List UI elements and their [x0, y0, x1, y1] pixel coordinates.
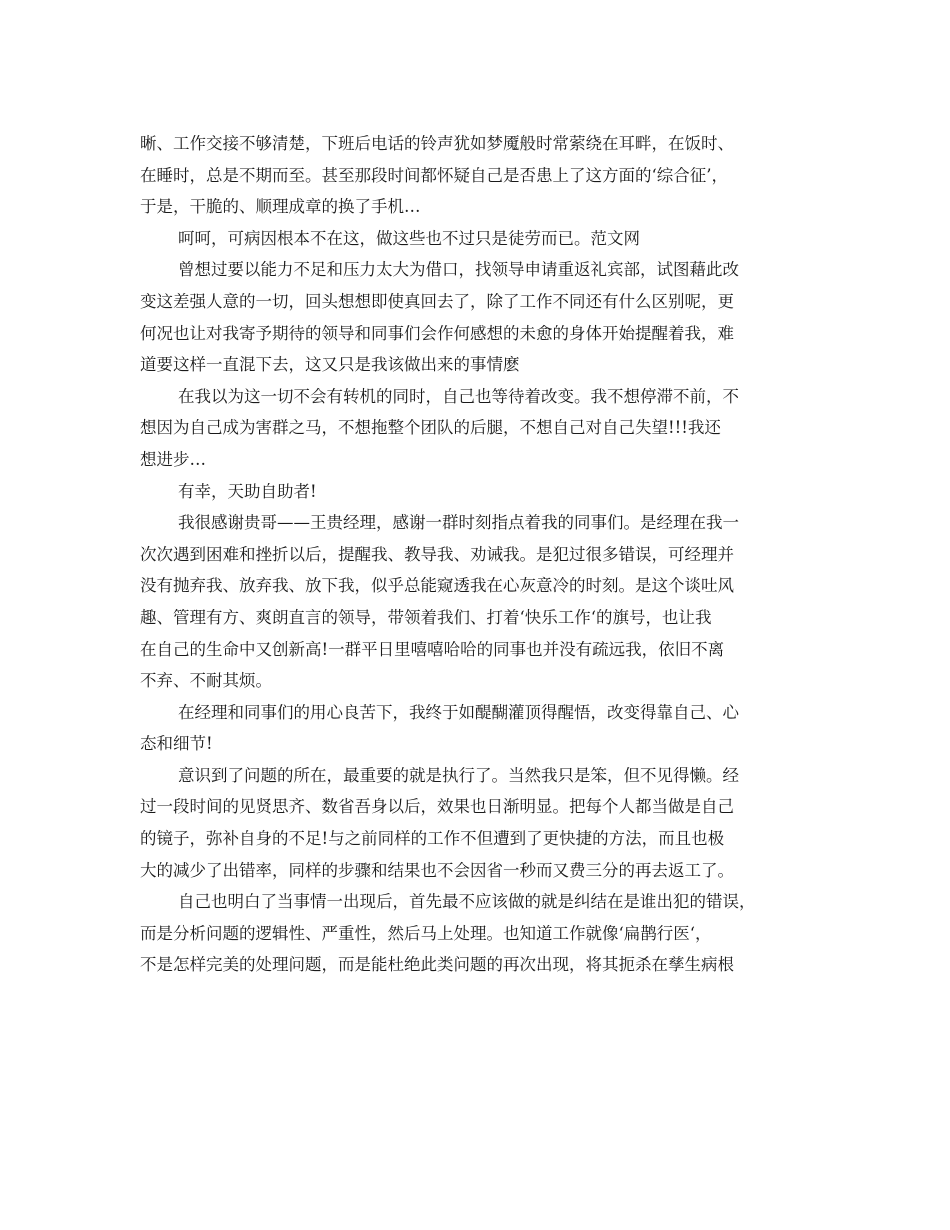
document-body	[140, 128, 820, 981]
text-line: 呵呵，可病因根本不在这，做这些也不过只是徒劳而已。范文网	[178, 228, 640, 248]
text-line: 没有抛弃我、放弃我、放下我，似乎总能窥透我在心灰意冷的时刻。是这个谈吐风	[140, 576, 734, 596]
text-line: 过一段时间的见贤思齐、数省吾身以后，效果也日渐明显。把每个人都当做是自己	[140, 797, 734, 817]
text-line: 次次遇到困难和挫折以后，提醒我、教导我、劝诫我。是犯过很多错误，可经理并	[140, 544, 734, 564]
text-line: 何况也让对我寄予期待的领导和同事们会作何感想的未愈的身体开始提醒着我，难	[140, 323, 734, 343]
text-line: 在我以为这一切不会有转机的同时，自己也等待着改变。我不想停滞不前，不	[178, 386, 739, 406]
text-line: 变这差强人意的一切，回头想想即使真回去了，除了工作不同还有什么区别呢，更	[140, 291, 734, 311]
text-line: 道要这样一直混下去，这又只是我该做出来的事情麽	[140, 355, 520, 375]
text-line: 在睡时，总是不期而至。甚至那段时间都怀疑自己是否患上了这方面的‘综合征’，	[140, 165, 728, 185]
text-line: 态和细节!	[140, 734, 213, 754]
text-line: 不弃、不耐其烦。	[140, 671, 272, 691]
text-line: 想进步…	[140, 449, 206, 469]
text-line: 趣、管理有方、爽朗直言的领导，带领着我们、打着‘快乐工作‘的旗号，也让我	[140, 607, 712, 627]
text-line: 有幸，天助自助者!	[178, 481, 317, 501]
text-line: 曾想过要以能力不足和压力太大为借口，找领导申请重返礼宾部，试图藉此改	[178, 260, 739, 280]
text-line: 的镜子，弥补自身的不足!与之前同样的工作不但遭到了更快捷的方法，而且也极	[140, 829, 725, 849]
text-line: 在经理和同事们的用心良苦下，我终于如醍醐灌顶得醒悟，改变得靠自己、心	[178, 702, 739, 722]
text-line: 不是怎样完美的处理问题，而是能杜绝此类问题的再次出现，将其扼杀在孳生病根	[140, 955, 734, 975]
text-line: 大的减少了出错率，同样的步骤和结果也不会因省一秒而又费三分的再去返工了。	[140, 860, 734, 880]
text-line: 想因为自己成为害群之马，不想拖整个团队的后腿，不想自己对自己失望!!!我还	[140, 418, 721, 438]
text-line: 自己也明白了当事情一出现后，首先最不应该做的就是纠结在是谁出犯的错误，	[178, 892, 756, 912]
text-line: 于是，干脆的、顺理成章的换了手机…	[140, 197, 421, 217]
text-line: 在自己的生命中又创新高!一群平日里嘻嘻哈哈的同事也并没有疏远我，依旧不离	[140, 639, 725, 659]
text-line: 晰、工作交接不够清楚，下班后电话的铃声犹如梦魇般时常萦绕在耳畔，在饭时、	[140, 134, 734, 153]
document-page	[140, 128, 820, 981]
text-line: 我很感谢贵哥——王贵经理，感谢一群时刻指点着我的同事们。是经理在我一	[178, 513, 739, 533]
text-line: 意识到了问题的所在，最重要的就是执行了。当然我只是笨，但不见得懒。经	[178, 765, 739, 785]
text-line: 而是分析问题的逻辑性、严重性，然后马上处理。也知道工作就像‘扁鹊行医‘，	[140, 923, 712, 943]
